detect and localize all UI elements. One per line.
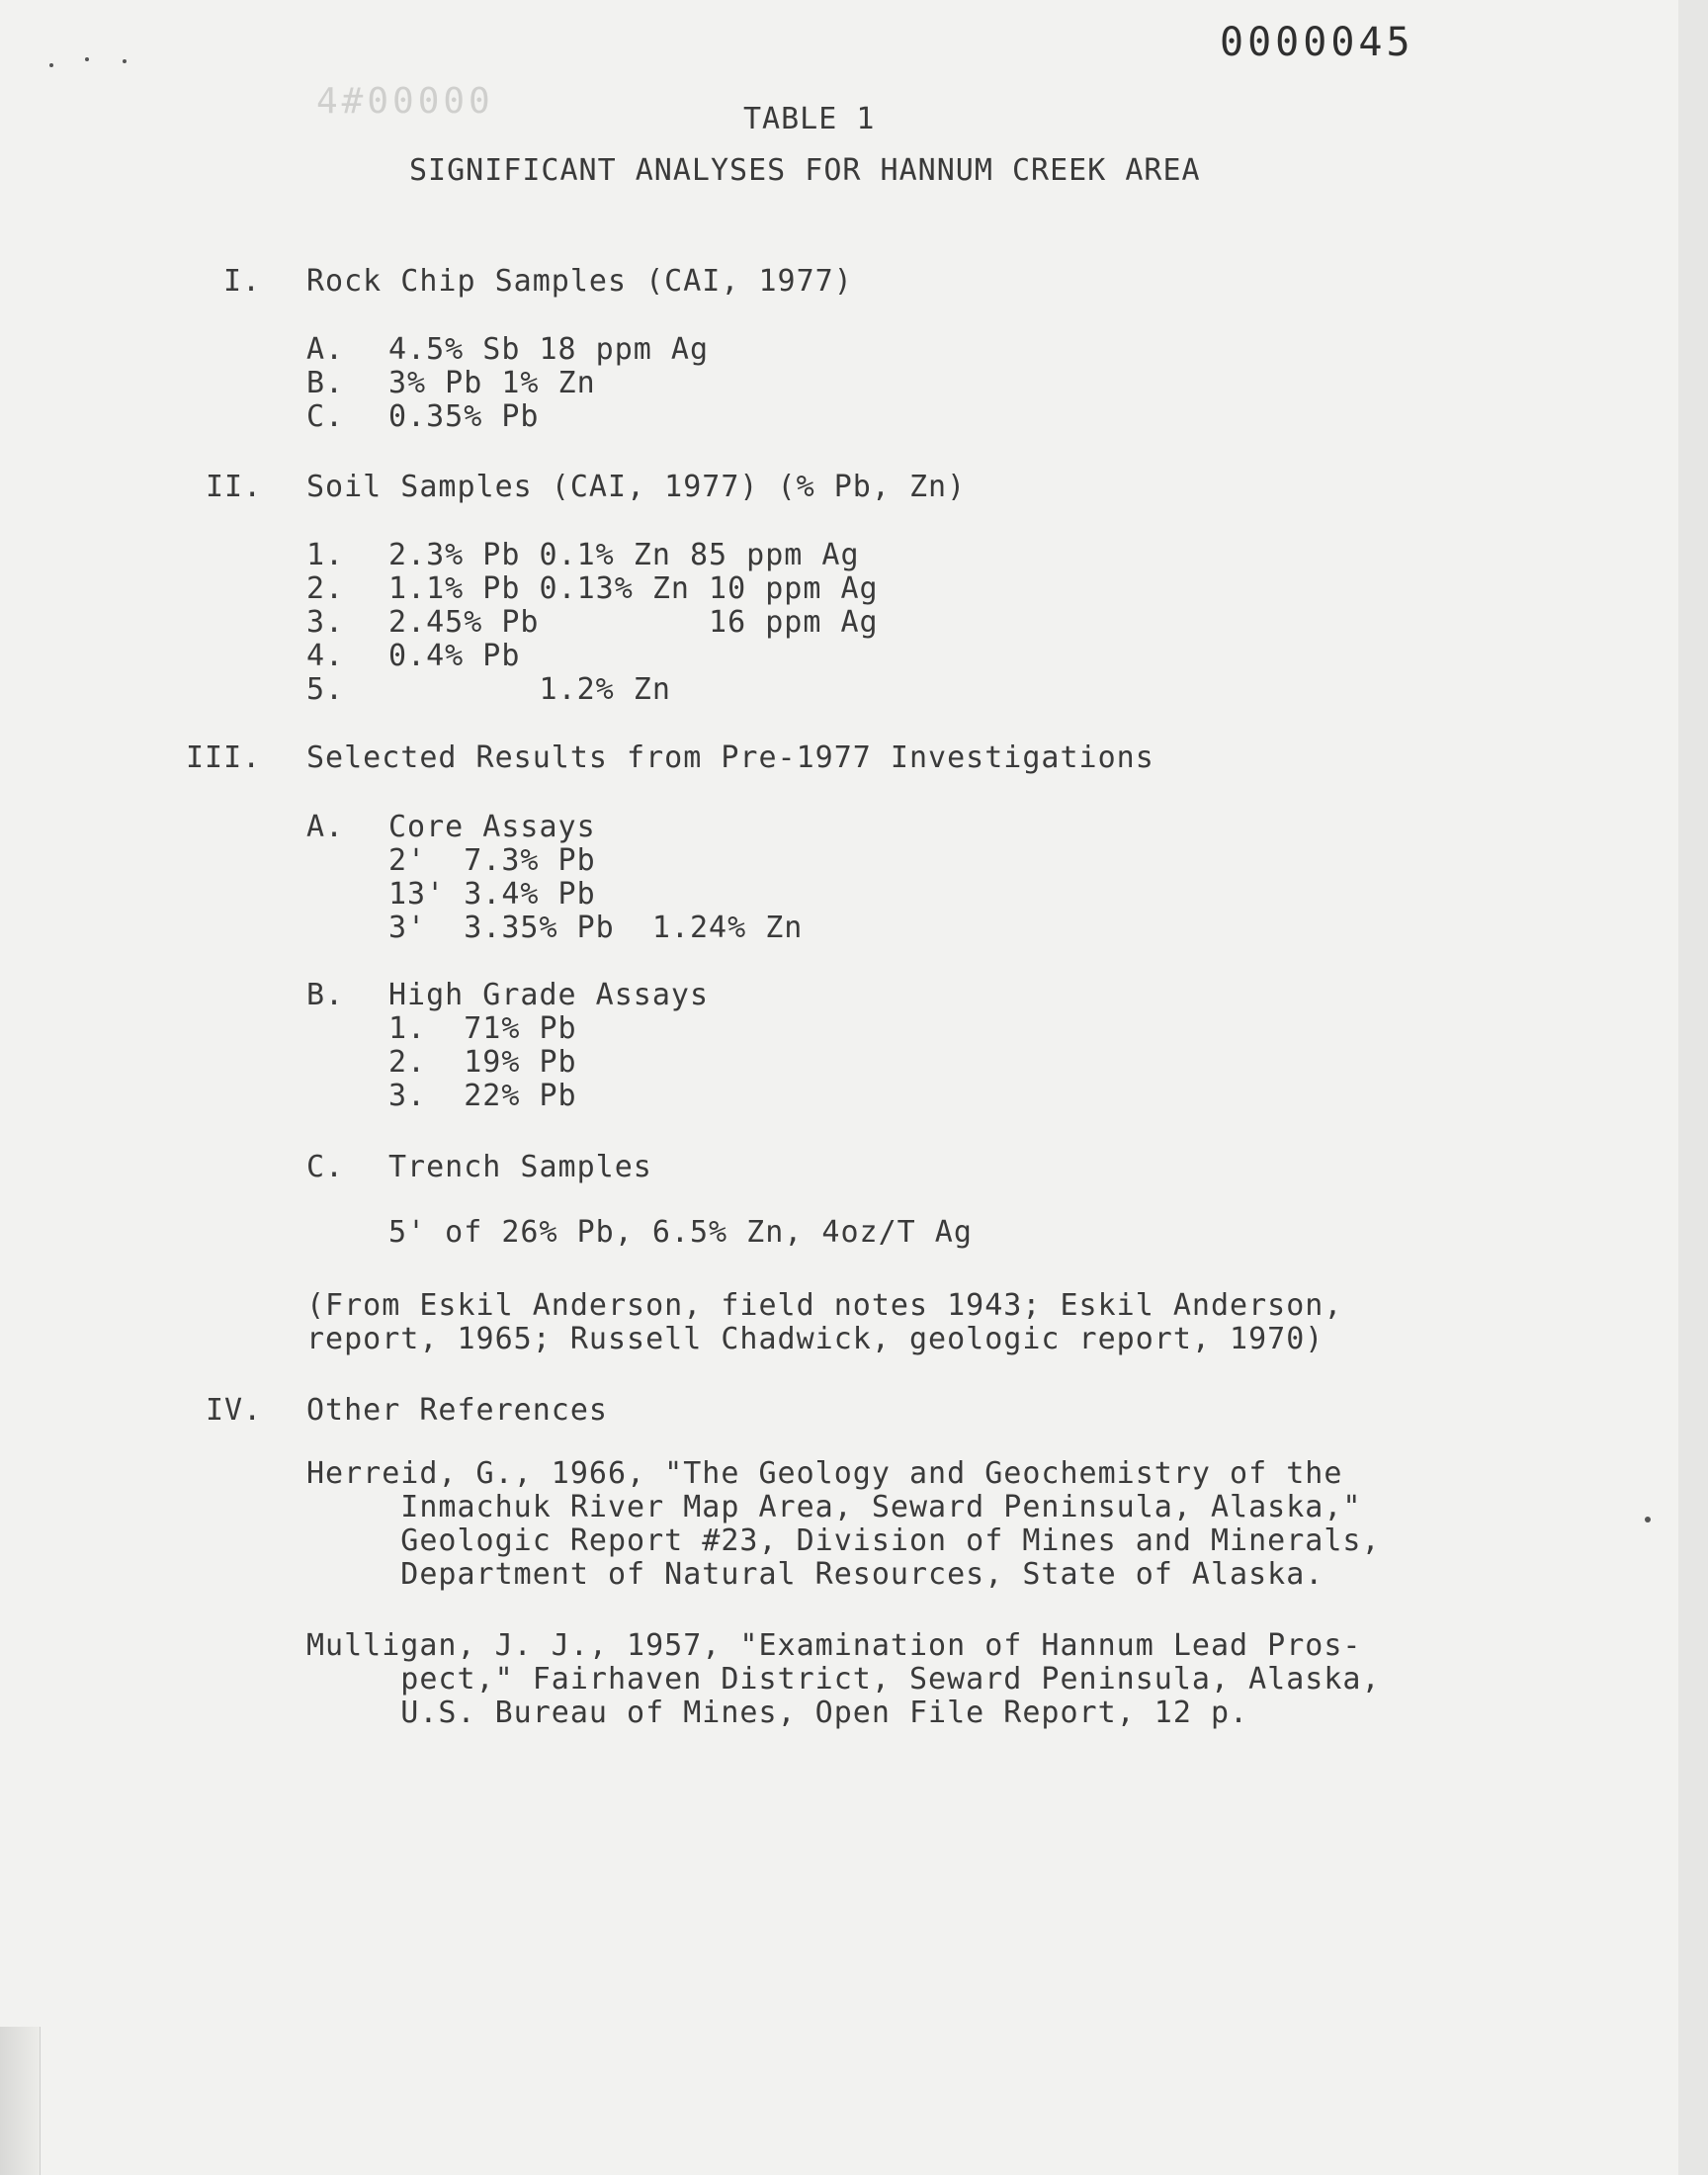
subsection-label: B. xyxy=(306,978,345,1012)
list-item-text: 3% Pb 1% Zn xyxy=(388,366,596,400)
list-item-text: 1.2% Zn xyxy=(388,672,671,707)
list-item-text: 2.45% Pb 16 ppm Ag xyxy=(388,605,879,640)
speck xyxy=(123,59,127,63)
assay-row: 2' 7.3% Pb xyxy=(388,843,596,878)
assay-row: 2. 19% Pb xyxy=(388,1045,577,1080)
reference-line: U.S. Bureau of Mines, Open File Report, 12 p. xyxy=(306,1696,1249,1730)
table-label: TABLE 1 xyxy=(743,102,876,136)
trench-sample-row: 5' of 26% Pb, 6.5% Zn, 4oz/T Ag xyxy=(388,1215,973,1250)
assay-row: 13' 3.4% Pb xyxy=(388,877,596,912)
bleed-through-number: 4#00000 xyxy=(316,81,494,122)
section-heading: Selected Results from Pre-1977 Investigations xyxy=(306,740,1154,775)
section-numeral: I. xyxy=(223,264,262,299)
source-citation: report, 1965; Russell Chadwick, geologic report, 1970) xyxy=(306,1322,1324,1356)
section-heading: Rock Chip Samples (CAI, 1977) xyxy=(306,264,853,299)
reference-line: Geologic Report #23, Division of Mines and Minerals, xyxy=(306,1523,1381,1558)
list-item-text: 0.35% Pb xyxy=(388,399,540,434)
list-item-text: 0.4% Pb xyxy=(388,639,521,673)
subsection-label: A. xyxy=(306,810,345,844)
reference-line: Inmachuk River Map Area, Seward Peninsula, Alaska," xyxy=(306,1490,1362,1524)
reference-line: Mulligan, J. J., 1957, "Examination of Hannum Lead Pros- xyxy=(306,1628,1362,1663)
list-item-text: 2.3% Pb 0.1% Zn 85 ppm Ag xyxy=(388,538,860,572)
subsection-heading: Trench Samples xyxy=(388,1150,652,1184)
speck xyxy=(1645,1517,1651,1522)
section-numeral: III. xyxy=(186,740,262,775)
list-item-label: A. xyxy=(306,332,345,367)
reference-line: Herreid, G., 1966, "The Geology and Geochemistry of the xyxy=(306,1456,1343,1491)
list-item-label: 4. xyxy=(306,639,345,673)
assay-row: 3. 22% Pb xyxy=(388,1079,577,1113)
reference-line: pect," Fairhaven District, Seward Peninsula, Alaska, xyxy=(306,1662,1381,1696)
list-item-label: 3. xyxy=(306,605,345,640)
list-item-text: 4.5% Sb 18 ppm Ag xyxy=(388,332,710,367)
assay-row: 1. 71% Pb xyxy=(388,1011,577,1046)
list-item-label: 5. xyxy=(306,672,345,707)
reference-line: Department of Natural Resources, State of Alaska. xyxy=(306,1557,1324,1592)
document-number-stamp: 0000045 xyxy=(1220,20,1414,65)
speck xyxy=(49,63,53,67)
subsection-heading: Core Assays xyxy=(388,810,596,844)
page-edge-shadow xyxy=(1678,0,1708,2175)
list-item-text: 1.1% Pb 0.13% Zn 10 ppm Ag xyxy=(388,571,879,606)
speck xyxy=(85,57,89,61)
list-item-label: B. xyxy=(306,366,345,400)
section-heading: Soil Samples (CAI, 1977) (% Pb, Zn) xyxy=(306,470,967,504)
section-numeral: IV. xyxy=(206,1393,263,1428)
list-item-label: 2. xyxy=(306,571,345,606)
folded-corner xyxy=(0,2027,41,2175)
assay-row: 3' 3.35% Pb 1.24% Zn xyxy=(388,911,804,945)
list-item-label: 1. xyxy=(306,538,345,572)
section-heading: Other References xyxy=(306,1393,608,1428)
subsection-label: C. xyxy=(306,1150,345,1184)
subsection-heading: High Grade Assays xyxy=(388,978,710,1012)
source-citation: (From Eskil Anderson, field notes 1943; Eskil Anderson, xyxy=(306,1288,1343,1323)
page-title: SIGNIFICANT ANALYSES FOR HANNUM CREEK AREA xyxy=(409,153,1201,188)
section-numeral: II. xyxy=(206,470,263,504)
list-item-label: C. xyxy=(306,399,345,434)
